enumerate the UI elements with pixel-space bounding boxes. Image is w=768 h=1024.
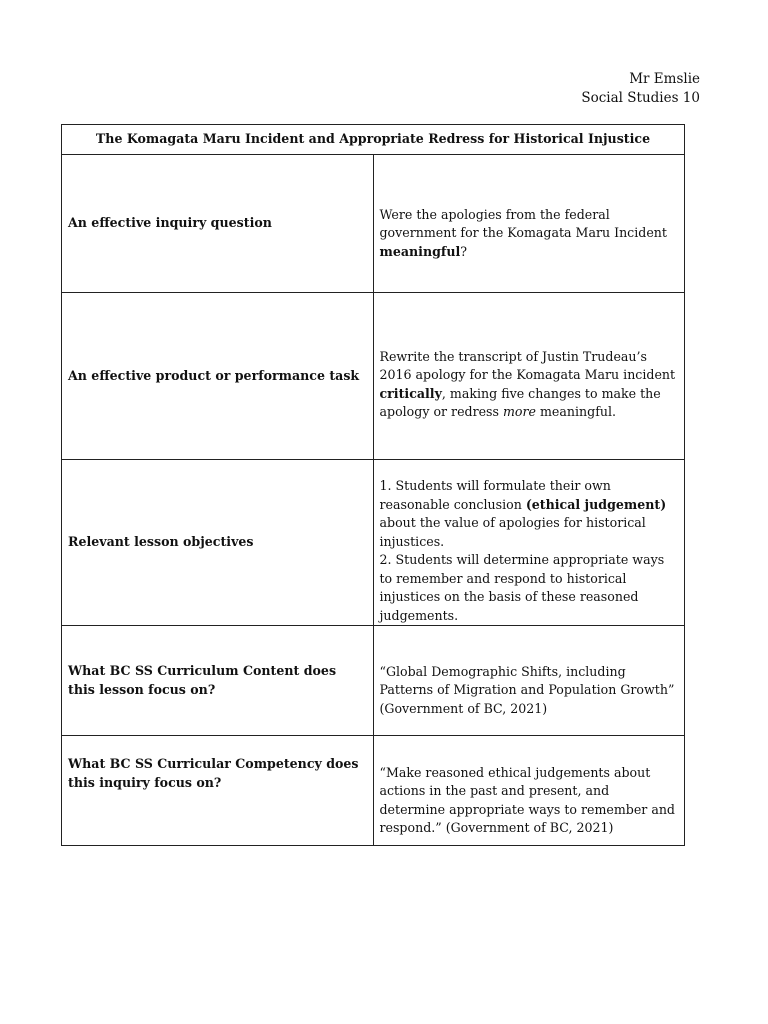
row-content-curriculum-content — [373, 626, 685, 736]
objective-1-text-1: 1. Students will formulate their own reasonable conclusion — [379, 478, 611, 512]
table-row — [62, 293, 685, 460]
objective-1-text-2: about the value of apologies for historical injustices. — [379, 515, 646, 549]
row-content-curricular-competency — [373, 736, 685, 846]
content-citation: (Government of BC, 2021) — [379, 700, 548, 716]
table-row — [62, 736, 685, 846]
task-text-2: , making five changes to make the apology or redress — [379, 385, 661, 419]
row-content-lesson-objectives — [373, 460, 685, 626]
course-name: Social Studies 10 — [581, 90, 700, 106]
teacher-name: Mr Emslie — [629, 71, 700, 87]
row-label-lesson-objectives: Relevant lesson objectives — [62, 460, 374, 626]
inquiry-text-1: Were the apologies from the federal government for the Komagata Maru Incident — [379, 206, 667, 241]
row-label-performance-task: An effective product or performance task — [62, 293, 374, 460]
row-label-curricular-competency: What BC SS Curricular Competency does this inquiry focus on? — [62, 736, 374, 846]
task-text-3: meaningful. — [535, 404, 617, 419]
table-title-row — [62, 125, 685, 155]
row-content-inquiry-question — [373, 155, 685, 293]
table-row — [62, 626, 685, 736]
table-title: The Komagata Maru Incident and Appropriate Redress for Historical Injustice — [62, 125, 685, 155]
competency-citation: (Government of BC, 2021) — [445, 820, 614, 835]
competency-quote: “Make reasoned ethical judgements about actions in the past and present, and determine appropriate ways to remember and respond.” — [379, 764, 675, 835]
task-italic: more — [502, 404, 536, 419]
table-row — [62, 460, 685, 626]
objective-item-2: 2. Students will determine appropriate ways to remember and respond to historical injustices on the basis of these reasoned judgements. — [379, 552, 665, 623]
row-content-performance-task — [373, 293, 685, 460]
row-label-inquiry-question: An effective inquiry question — [62, 155, 374, 293]
lesson-plan-table — [61, 124, 685, 846]
content-quote: “Global Demographic Shifts, including Patterns of Migration and Population Growth” — [379, 663, 675, 698]
task-text-1: Rewrite the transcript of Justin Trudeau’s 2016 apology for the Komagata Maru incident — [379, 348, 676, 382]
task-bold: critically — [379, 385, 442, 401]
inquiry-bold: meaningful — [379, 243, 461, 259]
document-header — [581, 70, 700, 108]
objective-1-bold: (ethical judgement) — [525, 496, 667, 512]
inquiry-text-2: ? — [460, 243, 468, 259]
row-label-curriculum-content: What BC SS Curriculum Content does this lesson focus on? — [62, 626, 374, 736]
objective-item-1 — [380, 477, 679, 551]
table-row — [62, 155, 685, 293]
